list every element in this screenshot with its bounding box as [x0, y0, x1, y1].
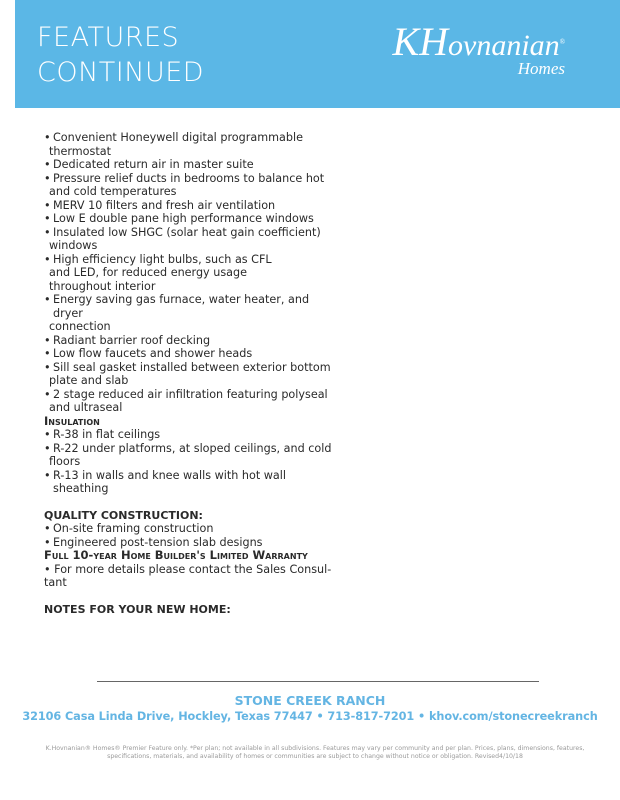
bullet-icon: • [44, 171, 51, 185]
bullet-icon: • [44, 225, 51, 239]
bullet-icon: • [44, 360, 51, 374]
list-item-text: High efficiency light bulbs, such as CFL [53, 252, 272, 266]
list-item-continuation [44, 145, 334, 159]
features-list [44, 131, 334, 415]
list-item-text: Sill seal gasket installed between exterior bottom [53, 360, 331, 374]
logo-k: K [392, 19, 420, 64]
list-item [44, 172, 334, 186]
warranty-text-line-1: • For more details please contact the Sales Consul- [44, 562, 332, 576]
list-item-continuation [44, 455, 334, 469]
list-item-continuation [44, 280, 334, 294]
bullet-icon: • [44, 428, 51, 441]
list-item-text: R-38 in flat ceilings [53, 428, 161, 441]
list-item-text: MERV 10 filters and fresh air ventilation [53, 198, 276, 212]
logo-wordmark [392, 19, 565, 64]
notes-heading: NOTES FOR YOUR NEW HOME: [44, 602, 231, 616]
bullet-icon: • [44, 468, 51, 482]
list-item [44, 199, 334, 213]
list-item-text: Pressure relief ducts in bedrooms to balance hot [53, 171, 325, 185]
title-line-2: CONTINUED [37, 57, 205, 88]
community-address: 32106 Casa Linda Drive, Hockley, Texas 77447 • 713-817-7201 • khov.com/stonecreekranch [22, 710, 598, 723]
title-line-1: FEATURES [37, 22, 180, 53]
warranty-text-line-2: tant [44, 576, 67, 589]
list-item-text: Radiant barrier roof decking [53, 333, 211, 347]
disclaimer-line-1: K.Hovnanian® Homes® Premier Feature only. *Per plan; not available in all subdivisions. Features may vary per community and per plan. Prices, plans, dimensions, features, [45, 745, 585, 752]
header-banner [15, 0, 620, 108]
list-item [44, 334, 334, 348]
list-item-text: Low flow faucets and shower heads [53, 347, 253, 360]
list-item-text: Low E double pane high performance windows [53, 212, 314, 225]
list-item-text: thermostat [49, 144, 111, 158]
spacer [44, 496, 334, 509]
list-item [44, 442, 334, 456]
bullet-icon: • [44, 131, 51, 144]
list-item-text: windows [49, 239, 98, 252]
quality-list [44, 522, 334, 549]
bullet-icon: • [44, 198, 51, 212]
disclaimer [30, 745, 600, 761]
quality-heading: QUALITY CONSTRUCTION: [44, 508, 203, 522]
disclaimer-line-2: specifications, materials, and availability of homes or communities are subject to change without notice or obligation. Revised4/10/18 [107, 753, 523, 760]
logo-h: H [419, 19, 449, 64]
logo-registered: ® [559, 38, 565, 46]
list-item-continuation [44, 401, 334, 415]
page-title [37, 20, 204, 90]
list-item-text: and LED, for reduced energy usage [49, 266, 247, 279]
logo-homes: Homes [517, 59, 565, 78]
list-item-text: connection [49, 320, 111, 333]
insulation-heading: Insulation [44, 413, 100, 428]
list-item-text: Convenient Honeywell digital programmable [53, 131, 303, 144]
list-item-text: and cold temperatures [49, 185, 177, 198]
list-item [44, 131, 334, 145]
list-item-continuation [44, 185, 334, 199]
list-item-text: Insulated low SHGC (solar heat gain coefficient) [53, 225, 321, 239]
spacer [44, 590, 334, 603]
list-item-text: throughout interior [49, 279, 156, 293]
signature-line [97, 681, 539, 682]
list-item-continuation [44, 320, 334, 334]
list-item [44, 469, 334, 496]
list-item [44, 158, 334, 172]
bullet-icon: • [44, 387, 51, 401]
list-item-text: Engineered post-tension slab designs [53, 535, 263, 549]
list-item-text: Energy saving gas furnace, water heater, and dryer [53, 293, 310, 320]
list-item-text: On-site framing construction [53, 522, 214, 535]
list-item [44, 361, 334, 375]
list-item-text: R-13 in walls and knee walls with hot wall sheathing [53, 468, 287, 495]
list-item [44, 293, 334, 320]
list-item-text: R-22 under platforms, at sloped ceilings, and cold [53, 441, 332, 455]
khovnanian-logo [392, 19, 565, 79]
list-item-continuation [44, 374, 334, 388]
list-item-continuation [44, 239, 334, 253]
list-item [44, 388, 334, 402]
list-item-text: 2 stage reduced air infiltration featuring polyseal [53, 387, 328, 401]
bullet-icon: • [44, 293, 51, 306]
list-item [44, 212, 334, 226]
list-item-text: plate and slab [49, 374, 129, 387]
list-item [44, 253, 334, 267]
list-item [44, 522, 334, 536]
bullet-icon: • [44, 158, 51, 171]
bullet-icon: • [44, 535, 51, 549]
warranty-heading: Full 10-year Home Builder's Limited Warranty [44, 548, 308, 562]
list-item-continuation [44, 266, 334, 280]
bullet-icon: • [44, 252, 51, 266]
community-name: STONE CREEK RANCH [234, 693, 386, 708]
features-content [44, 131, 334, 616]
list-item [44, 226, 334, 240]
list-item-text: Dedicated return air in master suite [53, 158, 254, 171]
bullet-icon: • [44, 347, 51, 360]
bullet-icon: • [44, 333, 51, 347]
bullet-icon: • [44, 441, 51, 455]
list-item [44, 428, 334, 442]
logo-rest: ovnanian [448, 29, 560, 62]
list-item [44, 536, 334, 550]
list-item-text: and ultraseal [49, 401, 123, 414]
insulation-list [44, 428, 334, 496]
bullet-icon: • [44, 522, 51, 535]
list-item-text: floors [49, 455, 81, 468]
list-item [44, 347, 334, 361]
bullet-icon: • [44, 212, 51, 225]
